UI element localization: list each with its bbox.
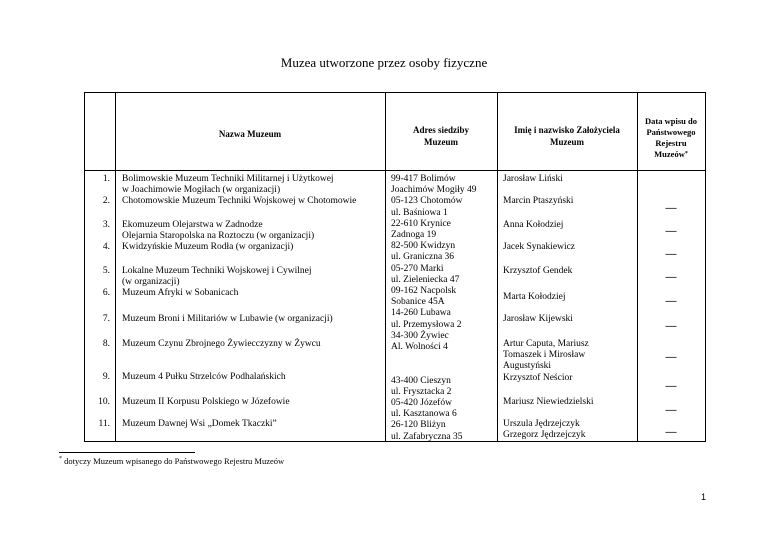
footnote	[59, 456, 284, 466]
museum-name: Muzeum Dawnej Wsi „Domek Tkaczki”	[122, 419, 277, 429]
museum-name: Lokalne Muzeum Techniki Wojskowej i Cywilnej (w organizacji)	[122, 266, 312, 288]
registry-dash: —	[665, 351, 677, 363]
row-number: 11.	[98, 419, 110, 429]
footnote-marker: *	[59, 456, 62, 462]
row-number: 7.	[102, 314, 110, 324]
founder-name: Krzysztof Neścior	[503, 373, 573, 383]
page-title: Muzea utworzone przez osoby fizyczne	[280, 55, 488, 70]
founder-name: Artur Caputa, Mariusz Tomaszek i Mirosław Augustyński	[503, 339, 589, 372]
museum-name: Muzeum 4 Pułku Strzelców Podhalańskich	[122, 372, 286, 382]
row-number: 10.	[98, 397, 110, 407]
registry-dash: —	[665, 202, 677, 214]
header-registry-marker: *	[684, 151, 688, 157]
header-registry-date	[637, 116, 705, 160]
registry-dash: —	[665, 271, 677, 283]
museum-name: Muzeum II Korpusu Polskiego w Józefowie	[122, 397, 290, 407]
table-border-left	[84, 92, 85, 442]
row-number: 4.	[102, 242, 110, 252]
founder-name: Marcin Ptaszyński	[503, 196, 574, 206]
founder-name: Mariusz Niewiedzielski	[503, 397, 594, 407]
registry-dash: —	[665, 295, 677, 307]
header-registry-text: Data wpisu do Państwowego Rejestru Muzeów	[645, 116, 697, 159]
museum-name: Muzeum Afryki w Sobanicach	[122, 288, 239, 298]
founder-name: Urszula Jędrzejczyk Grzegorz Jędrzejczyk	[503, 419, 586, 441]
founder-name: Jarosław Liński	[503, 174, 563, 184]
column-divider	[115, 92, 116, 442]
table-border-top	[84, 92, 706, 93]
header-museum-name: Nazwa Muzeum	[218, 129, 282, 139]
founder-name: Jarosław Kijewski	[503, 314, 573, 324]
museum-name: Ekomuzeum Olejarstwa w Zadnodze Olejarnia Staropolska na Roztoczu (w organizacji)	[122, 220, 315, 242]
registry-dash: —	[665, 404, 677, 416]
header-founder: Imię i nazwisko Założyciela Muzeum	[514, 125, 620, 147]
founder-name: Marta Kołodziej	[503, 292, 566, 302]
registry-dash: —	[665, 248, 677, 260]
header-divider	[84, 170, 706, 171]
founder-name: Jacek Synakiewicz	[503, 242, 576, 252]
museum-table	[84, 92, 706, 442]
museum-name: Muzeum Czynu Zbrojnego Żywiecczyzny w Żywcu	[122, 339, 321, 349]
address-column: 99-417 Bolimów Joachimów Mogiły 49 05-123 Chotomów ul. Baśniowa 1 22-610 Krynice Zadnoga 19 82-500 Kwidzyn ul. Graniczna 36 05-270 Marki ul. Zieleniecka 47 09-162 Nacpolsk Sobanice 45A 14-260 Lubawa ul. Przemysłowa 2 34-300 Żywiec Al. Wolności 4 43-400 Cieszyn ul. Frysztacka 2 05-420 Józefów ul. Kasztanowa 6 26-120 Bliżyn ul. Zafabryczna 35	[391, 174, 477, 442]
footnote-text: dotyczy Muzeum wpisanego do Państwowego Rejestru Muzeów	[64, 456, 285, 466]
registry-dash: —	[665, 426, 677, 438]
row-number: 2.	[102, 196, 110, 206]
museum-name: Kwidzyńskie Muzeum Rodła (w organizacji)	[122, 242, 294, 252]
row-number: 5.	[102, 266, 110, 276]
founder-name: Krzysztof Gendek	[503, 266, 573, 276]
registry-dash: —	[665, 380, 677, 392]
row-number: 8.	[102, 339, 110, 349]
founder-name: Anna Kołodziej	[503, 220, 564, 230]
page-number: 1	[701, 492, 707, 502]
row-number: 9.	[102, 372, 110, 382]
registry-dash: —	[665, 225, 677, 237]
row-number: 1.	[102, 174, 110, 184]
museum-name: Chotomowskie Muzeum Techniki Wojskowej w Chotomowie	[122, 196, 357, 206]
museum-name: Muzeum Broni i Militariów w Lubawie (w organizacji)	[122, 314, 333, 324]
museum-name: Bolimowskie Muzeum Techniki Militarnej i Użytkowej w Joachimowie Mogiłach (w organizacji)	[122, 174, 334, 196]
footnote-rule	[59, 452, 195, 453]
table-border-right	[705, 92, 706, 442]
row-number: 6.	[102, 288, 110, 298]
header-address: Adres siedziby Muzeum	[412, 125, 470, 147]
registry-dash: —	[665, 320, 677, 332]
row-number: 3.	[102, 220, 110, 230]
